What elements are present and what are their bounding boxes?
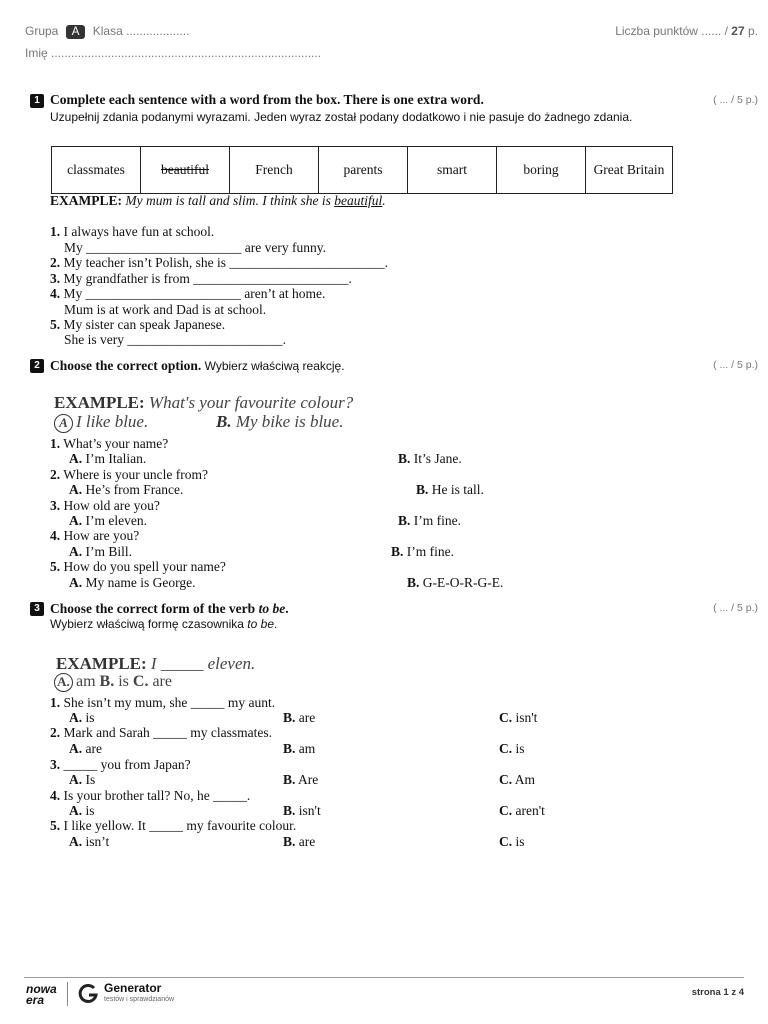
exercise-1-title: Complete each sentence with a word from the box. There is one extra word.	[50, 92, 484, 107]
option-text: He is tall.	[431, 482, 484, 497]
name-field: Imię .................................................................................	[25, 46, 322, 60]
sentence-number: 2.	[50, 255, 61, 270]
exercise-1-subtitle: Uzupełnij zdania podanymi wyrazami. Jeden wyraz został podany dodatkowo i nie pasuje do żadnego zdania.	[50, 110, 633, 124]
question-number: 1.	[50, 695, 61, 710]
word-box	[51, 146, 673, 194]
exercise-3-title-end: .	[285, 601, 289, 616]
option-b[interactable]: B. He is tall.	[416, 482, 484, 497]
example-label: EXAMPLE:	[50, 193, 122, 208]
exercise-2-title: Choose the correct option.	[50, 358, 202, 373]
option-text: I’m fine.	[413, 513, 461, 528]
example-option-a: am	[76, 673, 96, 690]
sentence-text: My _______________________ are very funny.	[64, 240, 326, 255]
generator-icon	[77, 982, 99, 1004]
question-text: Is your brother tall? No, he _____.	[63, 788, 251, 803]
exercise-1-points: ( ... / 5 p.)	[713, 94, 758, 106]
word-box-item: French	[230, 147, 319, 194]
example-option-b-wrap	[216, 412, 343, 432]
option-text: Are	[298, 772, 319, 787]
option-text: Am	[514, 772, 536, 787]
exercise-2-example	[54, 393, 353, 413]
word-box-item: smart	[408, 147, 497, 194]
points-label: Liczba punktów ...... /	[615, 24, 728, 38]
option-text: I’m fine.	[406, 544, 454, 559]
sentence-line	[50, 286, 325, 302]
option-text: I’m Italian.	[85, 451, 147, 466]
sentence-line	[50, 271, 352, 287]
option-c[interactable]: C. is	[499, 834, 525, 849]
question-number: 2.	[50, 725, 61, 740]
logo-bottom: era	[26, 993, 45, 1007]
group-badge: A	[66, 25, 86, 39]
logo-separator	[67, 982, 68, 1006]
option-b[interactable]: B. I’m fine.	[391, 544, 454, 559]
option-text: isn’t	[85, 834, 110, 849]
class-field: Klasa ...................	[92, 24, 190, 38]
option-text: is	[85, 710, 95, 725]
option-a[interactable]: A. He’s from France.	[69, 482, 184, 497]
option-text: I’m Bill.	[85, 544, 132, 559]
question-text: What’s your name?	[63, 436, 169, 451]
option-c[interactable]: C. Am	[499, 772, 536, 787]
option-b[interactable]: B. are	[283, 834, 316, 849]
sentence-text: She is very _______________________.	[64, 332, 286, 347]
example-answer: beautiful	[334, 193, 383, 208]
exercise-3-subtitle-text: Wybierz właściwą formę czasownika	[50, 617, 244, 631]
example-option-b: My bike is blue.	[235, 412, 344, 431]
question-text: How old are you?	[63, 498, 160, 513]
example-circled-answer: A	[54, 414, 73, 433]
question-number: 3.	[50, 757, 61, 772]
example-end: .	[382, 193, 386, 208]
exercise-2-points: ( ... / 5 p.)	[713, 359, 758, 371]
option-text: I’m eleven.	[85, 513, 147, 528]
option-c[interactable]: C. is	[499, 741, 525, 756]
option-text: G-E-O-R-G-E.	[422, 575, 504, 590]
option-a[interactable]: A. I’m eleven.	[69, 513, 147, 528]
option-text: He’s from France.	[85, 482, 184, 497]
nowa-era-logo	[26, 984, 57, 1006]
sentence-text: My grandfather is from _______________________.	[63, 271, 352, 286]
question-text: How are you?	[63, 528, 140, 543]
exercise-2-heading	[50, 358, 345, 374]
question	[50, 528, 139, 544]
question	[50, 559, 226, 575]
exercise-3-title-text: Choose the correct form of the verb	[50, 601, 256, 616]
option-b[interactable]: B. I’m fine.	[398, 513, 461, 528]
word-box-item: parents	[319, 147, 408, 194]
example-label: EXAMPLE:	[56, 654, 147, 673]
footer-divider	[24, 977, 744, 978]
option-text: are	[298, 834, 316, 849]
exercise-3-example-options: A. am B. is C. are	[54, 673, 172, 692]
sentence-line	[50, 317, 225, 333]
generator-title: Generator	[104, 981, 162, 995]
question-text: She isn’t my mum, she _____ my aunt.	[63, 695, 276, 710]
example-option-b-letter: B.	[216, 412, 232, 431]
option-b[interactable]: B. isn't	[283, 803, 321, 818]
option-a[interactable]: A. I’m Bill.	[69, 544, 132, 559]
question-text: How do you spell your name?	[63, 559, 226, 574]
exercise-3-points: ( ... / 5 p.)	[713, 602, 758, 614]
word-box-item-crossed: beautiful	[141, 147, 230, 194]
page-number: strona 1 z 4	[691, 987, 744, 998]
example-label: EXAMPLE:	[54, 393, 145, 412]
option-text: am	[298, 741, 316, 756]
option-text: My name is George.	[85, 575, 196, 590]
option-a[interactable]: A. My name is George.	[69, 575, 196, 590]
option-b[interactable]: B. It’s Jane.	[398, 451, 462, 466]
word-box-item: classmates	[52, 147, 141, 194]
sentence-number: 4.	[50, 286, 61, 301]
question-number: 5.	[50, 818, 61, 833]
option-text: isn't	[515, 710, 538, 725]
question	[50, 436, 168, 452]
question-text: I like yellow. It _____ my favourite colour.	[63, 818, 297, 833]
sentence-line	[64, 332, 286, 348]
generator-logo	[104, 982, 174, 1006]
option-a[interactable]: A. are	[69, 741, 102, 756]
example-question: I _____ eleven.	[150, 654, 256, 673]
word-box-item: boring	[497, 147, 586, 194]
example-option-b: is	[118, 673, 129, 690]
points-unit: p.	[747, 24, 758, 38]
points-summary	[615, 24, 758, 38]
group-label: Grupa	[25, 24, 59, 38]
points-total: 27	[731, 24, 745, 38]
example-option-c: are	[152, 673, 172, 690]
sentence-text: Mum is at work and Dad is at school.	[64, 302, 267, 317]
exercise-2-example-options	[54, 412, 148, 433]
option-b[interactable]: B. am	[283, 741, 316, 756]
option-text: are	[85, 741, 102, 756]
group-field	[25, 24, 189, 39]
question-text: Mark and Sarah _____ my classmates.	[63, 725, 272, 740]
sentence-text: My _______________________ aren’t at home.	[63, 286, 326, 301]
option-text: aren't	[515, 803, 545, 818]
question-number: 5.	[50, 559, 61, 574]
exercise-3-title-italic: to be	[258, 601, 286, 616]
logo-top: nowa	[26, 982, 57, 996]
option-c[interactable]: C. aren't	[499, 803, 545, 818]
question	[50, 695, 275, 711]
question-text: Where is your uncle from?	[63, 467, 208, 482]
sentence-number: 3.	[50, 271, 61, 286]
question-number: 4.	[50, 528, 61, 543]
sentence-line	[50, 255, 388, 271]
option-text: are	[298, 710, 316, 725]
exercise-3-number: 3	[30, 602, 44, 616]
option-a[interactable]: A. is	[69, 710, 95, 725]
example-text: My mum is tall and slim. I think she is	[125, 193, 331, 208]
option-text: is	[85, 803, 95, 818]
option-a[interactable]: A. I’m Italian.	[69, 451, 147, 466]
question	[50, 725, 272, 741]
option-a[interactable]: A. isn’t	[69, 834, 110, 849]
sentence-number: 5.	[50, 317, 61, 332]
sentence-text: I always have fun at school.	[63, 224, 215, 239]
question-number: 3.	[50, 498, 61, 513]
question	[50, 788, 250, 804]
question-number: 2.	[50, 467, 61, 482]
sentence-line	[64, 240, 326, 256]
option-b[interactable]: B. G-E-O-R-G-E.	[407, 575, 504, 590]
example-circled-answer: A.	[54, 673, 73, 692]
question	[50, 498, 160, 514]
sentence-line	[64, 302, 266, 318]
question	[50, 757, 191, 773]
question-number: 4.	[50, 788, 61, 803]
generator-subtitle: testów i sprawdzianów	[104, 996, 175, 1003]
option-text: Is	[85, 772, 96, 787]
sentence-line	[50, 224, 214, 240]
sentence-text: My teacher isn’t Polish, she is _______________________.	[63, 255, 388, 270]
exercise-2-subtitle: Wybierz właściwą reakcję.	[204, 359, 345, 373]
exercise-2-number: 2	[30, 359, 44, 373]
exercise-3-subtitle-italic: to be	[247, 617, 274, 631]
option-text: isn't	[298, 803, 321, 818]
question-number: 1.	[50, 436, 61, 451]
option-text: is	[515, 741, 525, 756]
option-b[interactable]: B. are	[283, 710, 316, 725]
option-b[interactable]: B. Are	[283, 772, 319, 787]
question	[50, 818, 296, 834]
word-box-item: Great Britain	[586, 147, 673, 194]
example-option-a: I like blue.	[76, 412, 149, 431]
option-text: is	[515, 834, 525, 849]
option-a[interactable]: A. is	[69, 803, 95, 818]
exercise-1-number: 1	[30, 94, 44, 108]
sentence-text: My sister can speak Japanese.	[63, 317, 226, 332]
exercise-3-subtitle-end: .	[274, 617, 278, 631]
option-a[interactable]: A. Is	[69, 772, 96, 787]
exercise-3-title	[50, 601, 289, 617]
exercise-1-example	[50, 193, 386, 209]
option-c[interactable]: C. isn't	[499, 710, 538, 725]
question	[50, 467, 208, 483]
option-text: It’s Jane.	[413, 451, 462, 466]
sentence-number: 1.	[50, 224, 61, 239]
example-question: What's your favourite colour?	[148, 393, 354, 412]
exercise-3-subtitle	[50, 617, 277, 631]
question-text: _____ you from Japan?	[63, 757, 191, 772]
exercise-3-example	[56, 654, 255, 674]
